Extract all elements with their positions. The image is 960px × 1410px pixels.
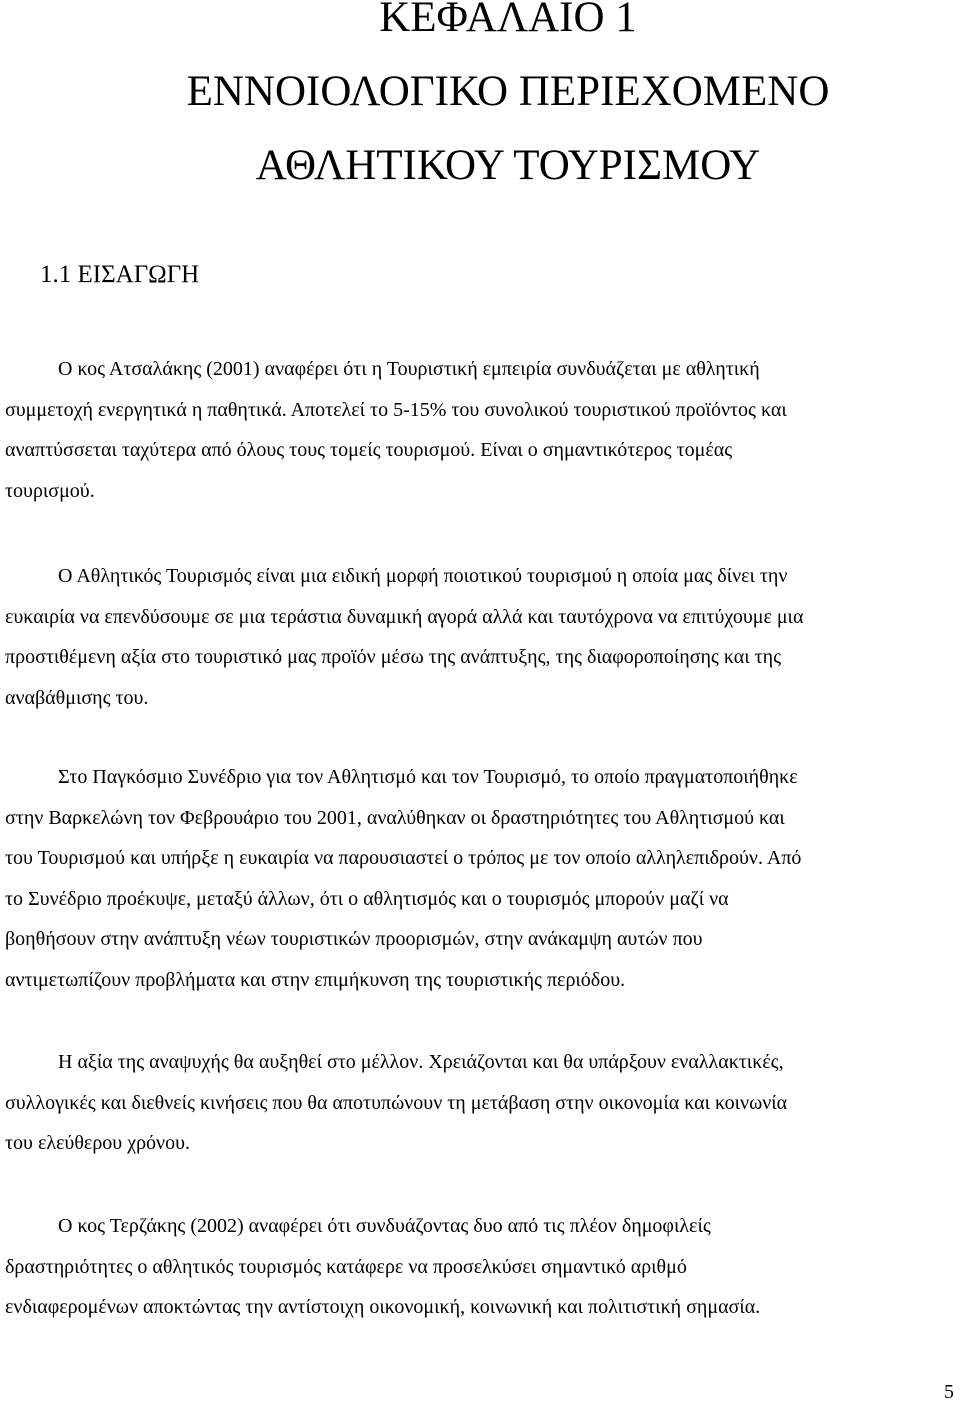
paragraph-line: ενδιαφερομένων αποκτώντας την αντίστοιχη οικονομική, κοινωνική και πολιτιστική σημασία. xyxy=(5,1296,761,1318)
paragraph-line: δραστηριότητες ο αθλητικός τουρισμός κατάφερε να προσελκύσει σημαντικό αριθμό xyxy=(5,1255,687,1278)
paragraph-2 xyxy=(5,556,955,718)
paragraph-line: προστιθέμενη αξία στο τουριστικό μας προϊόν μέσω της ανάπτυξης, της διαφοροποίησης και της xyxy=(5,646,782,668)
paragraph-line: Ο Αθλητικός Τουρισμός είναι μια ειδική μορφή ποιοτικού τουρισμού η οποία μας δίνει την xyxy=(58,565,788,587)
paragraph-line: τουρισμού. xyxy=(5,479,95,502)
paragraph-line: Ο κος Τερζάκης (2002) αναφέρει ότι συνδυάζοντας δυο από τις πλέον δημοφιλείς xyxy=(58,1215,711,1237)
paragraph-line: βοηθήσουν στην ανάπτυξη νέων τουριστικών προορισμών, στην ανάκαμψη αυτών που xyxy=(5,928,703,950)
section-title: 1.1 ΕΙΣΑΓΩΓΗ xyxy=(40,261,200,288)
paragraph-4 xyxy=(5,1042,955,1164)
paragraph-line: συλλογικές και διεθνείς κινήσεις που θα αποτυπώνουν τη μετάβαση στην οικονομία και κοινωνία xyxy=(5,1091,788,1114)
paragraph-line: αναπτύσσεται ταχύτερα από όλους τους τομείς τουρισμού. Είναι ο σημαντικότερος τομέας xyxy=(5,439,733,461)
paragraph-line: Ο κος Ατσαλάκης (2001) αναφέρει ότι η Τουριστική εμπειρία συνδυάζεται με αθλητική xyxy=(58,358,760,380)
chapter-title: ΚΕΦΑΛΑΙΟ 1 xyxy=(379,0,637,41)
paragraph-line: στην Βαρκελώνη τον Φεβρουάριο του 2001, αναλύθηκαν οι δραστηριότητες του Αθλητισμού και xyxy=(5,806,785,829)
paragraph-line: Στο Παγκόσμιο Συνέδριο για τον Αθλητισμό και τον Τουρισμό, το οποίο πραγματοποιήθηκε xyxy=(58,766,798,788)
paragraph-5 xyxy=(5,1206,955,1328)
chapter-subtitle-line-1: ΕΝΝΟΙΟΛΟΓΙΚΟ ΠΕΡΙΕΧΟΜΕΝΟ xyxy=(186,68,830,115)
paragraph-3 xyxy=(5,757,955,1000)
paragraph-line: ευκαιρία να επενδύσουμε σε μια τεράστια δυναμική αγορά αλλά και ταυτόχρονα να επιτύχουμε μια xyxy=(5,605,804,628)
paragraph-1 xyxy=(5,349,955,511)
page-number: 5 xyxy=(944,1381,954,1403)
paragraph-line: το Συνέδριο προέκυψε, μεταξύ άλλων, ότι ο αθλητισμός και ο τουρισμός μπορούν μαζί να xyxy=(5,887,729,910)
paragraph-line: συμμετοχή ενεργητικά η παθητικά. Αποτελεί το 5-15% του συνολικού τουριστικού προϊόντος και xyxy=(5,398,787,421)
paragraph-line: του Τουρισμού και υπήρξε η ευκαιρία να παρουσιαστεί ο τρόπος με τον οποίο αλληλεπιδρούν. Από xyxy=(5,847,802,869)
paragraph-line: Η αξία της αναψυχής θα αυξηθεί στο μέλλον. Χρειάζονται και θα υπάρξουν εναλλακτικές, xyxy=(58,1051,784,1073)
paragraph-line: αναβάθμισης του. xyxy=(5,686,149,709)
paragraph-line: του ελεύθερου χρόνου. xyxy=(5,1132,190,1154)
chapter-subtitle-line-2: ΑΘΛΗΤΙΚΟΥ ΤΟΥΡΙΣΜΟΥ xyxy=(255,142,761,189)
paragraph-line: αντιμετωπίζουν προβλήματα και στην επιμήκυνση της τουριστικής περιόδου. xyxy=(5,968,626,991)
